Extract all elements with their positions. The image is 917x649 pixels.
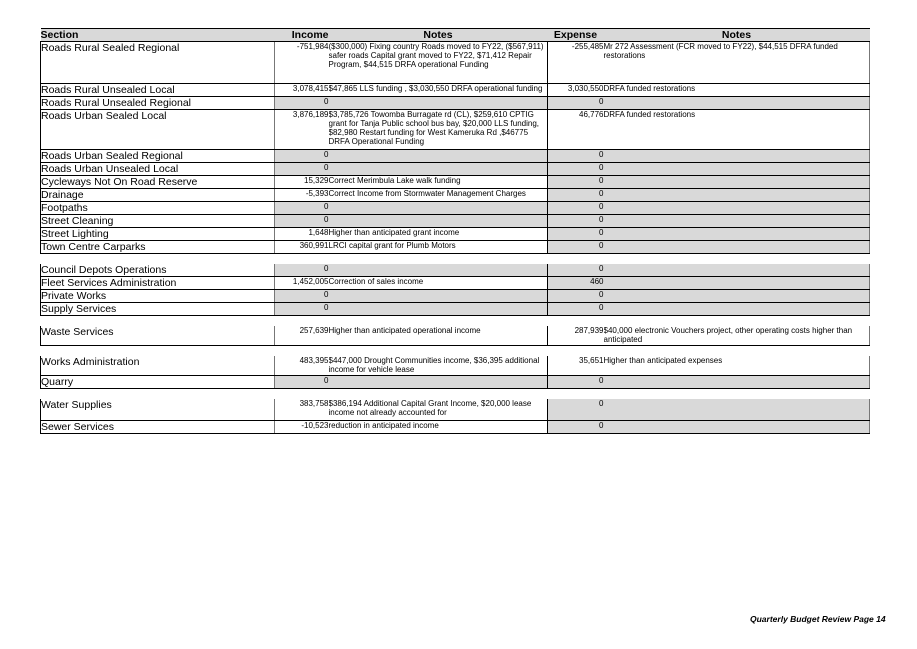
income-value: 360,991 — [275, 241, 329, 254]
section-name: Private Works — [41, 290, 275, 303]
expense-note — [604, 399, 870, 420]
header-income: Income — [275, 29, 329, 42]
expense-value: 0 — [548, 163, 604, 176]
income-value: 383,758 — [275, 399, 329, 420]
expense-value: 0 — [548, 420, 604, 433]
income-note: LRCI capital grant for Plumb Motors — [329, 241, 548, 254]
header-expense-notes: Notes — [604, 29, 870, 42]
expense-note — [604, 420, 870, 433]
table-row — [41, 326, 870, 345]
expense-note — [604, 163, 870, 176]
income-value: 0 — [275, 215, 329, 228]
expense-note: DRFA funded restorations — [604, 110, 870, 150]
section-name: Fleet Services Administration — [41, 277, 275, 290]
income-note — [329, 163, 548, 176]
expense-value: 0 — [548, 189, 604, 202]
section-name: Roads Rural Unsealed Local — [41, 84, 275, 97]
income-value: 0 — [275, 290, 329, 303]
income-note: Correct Merimbula Lake walk funding — [329, 176, 548, 189]
expense-note — [604, 176, 870, 189]
income-value: 0 — [275, 202, 329, 215]
income-note: reduction in anticipated income — [329, 420, 548, 433]
table-row — [41, 303, 870, 316]
income-note: $447,000 Drought Communities income, $36,395 additional income for vehicle lease — [329, 356, 548, 376]
income-note — [329, 376, 548, 389]
table-row — [41, 215, 870, 228]
expense-note — [604, 290, 870, 303]
section-name: Roads Rural Sealed Regional — [41, 42, 275, 84]
expense-value: 0 — [548, 176, 604, 189]
table-row — [41, 290, 870, 303]
table-row — [41, 163, 870, 176]
income-note: Higher than anticipated operational income — [329, 326, 548, 345]
income-value: 3,078,415 — [275, 84, 329, 97]
section-name: Works Administration — [41, 356, 275, 376]
section-name: Roads Rural Unsealed Regional — [41, 97, 275, 110]
table-row — [41, 356, 870, 376]
expense-note — [604, 202, 870, 215]
income-note — [329, 290, 548, 303]
table-row — [41, 202, 870, 215]
budget-review-table — [40, 28, 870, 434]
expense-note — [604, 376, 870, 389]
section-name: Town Centre Carparks — [41, 241, 275, 254]
expense-note: DRFA funded restorations — [604, 84, 870, 97]
expense-value: -255,485 — [548, 42, 604, 84]
expense-note — [604, 303, 870, 316]
income-value: 0 — [275, 303, 329, 316]
income-note: Correction of sales income — [329, 277, 548, 290]
expense-value: 46,776 — [548, 110, 604, 150]
income-note — [329, 97, 548, 110]
income-note: $386,194 Additional Capital Grant Income, $20,000 lease income not already accounted for — [329, 399, 548, 420]
income-value: -5,393 — [275, 189, 329, 202]
table-row — [41, 228, 870, 241]
expense-value: 0 — [548, 303, 604, 316]
section-name: Roads Urban Unsealed Local — [41, 163, 275, 176]
expense-value: 35,651 — [548, 356, 604, 376]
table-body — [41, 42, 870, 434]
section-name: Cycleways Not On Road Reserve — [41, 176, 275, 189]
income-value: 1,452,005 — [275, 277, 329, 290]
section-name: Council Depots Operations — [41, 264, 275, 277]
section-name: Footpaths — [41, 202, 275, 215]
expense-note — [604, 189, 870, 202]
expense-value: 287,939 — [548, 326, 604, 345]
expense-note — [604, 241, 870, 254]
table-row — [41, 189, 870, 202]
expense-note — [604, 215, 870, 228]
group-spacer — [41, 316, 870, 327]
expense-value: 0 — [548, 150, 604, 163]
expense-value: 0 — [548, 241, 604, 254]
income-value: 0 — [275, 97, 329, 110]
income-note — [329, 202, 548, 215]
table-row — [41, 277, 870, 290]
expense-value: 460 — [548, 277, 604, 290]
income-value: -751,984 — [275, 42, 329, 84]
expense-value: 0 — [548, 399, 604, 420]
section-name: Drainage — [41, 189, 275, 202]
expense-note: Mr 272 Assessment (FCR moved to FY22), $44,515 DFRA funded restorations — [604, 42, 870, 84]
section-name: Sewer Services — [41, 420, 275, 433]
section-name: Waste Services — [41, 326, 275, 345]
expense-note — [604, 264, 870, 277]
expense-value: 0 — [548, 376, 604, 389]
expense-value: 0 — [548, 215, 604, 228]
expense-note: Higher than anticipated expenses — [604, 356, 870, 376]
income-note: $47,865 LLS funding , $3,030,550 DRFA operational funding — [329, 84, 548, 97]
table-row — [41, 176, 870, 189]
income-value: -10,523 — [275, 420, 329, 433]
section-name: Street Lighting — [41, 228, 275, 241]
header-income-notes: Notes — [329, 29, 548, 42]
income-value: 15,329 — [275, 176, 329, 189]
income-note — [329, 303, 548, 316]
income-value: 0 — [275, 264, 329, 277]
section-name: Street Cleaning — [41, 215, 275, 228]
group-spacer — [41, 254, 870, 265]
section-name: Supply Services — [41, 303, 275, 316]
income-value: 0 — [275, 376, 329, 389]
income-note: $3,785,726 Towomba Burragate rd (CL), $259,610 CPTIG grant for Tanja Public school bus bay, $20,000 LLS funding, $82,980 Restart funding for West Kameruka Rd ,$46775 DRFA Operational Funding — [329, 110, 548, 150]
table-row — [41, 97, 870, 110]
expense-note: $40,000 electronic Vouchers project, other operating costs higher than anticipated — [604, 326, 870, 345]
income-note — [329, 215, 548, 228]
section-name: Water Supplies — [41, 399, 275, 420]
table-row — [41, 420, 870, 433]
expense-note — [604, 228, 870, 241]
table-row — [41, 376, 870, 389]
expense-value: 0 — [548, 97, 604, 110]
income-value: 3,876,189 — [275, 110, 329, 150]
income-value: 257,639 — [275, 326, 329, 345]
expense-note — [604, 277, 870, 290]
group-spacer — [41, 389, 870, 400]
income-value: 1,648 — [275, 228, 329, 241]
expense-value: 3,030,550 — [548, 84, 604, 97]
header-section: Section — [41, 29, 275, 42]
expense-note — [604, 97, 870, 110]
income-value: 0 — [275, 163, 329, 176]
income-note: Higher than anticipated grant income — [329, 228, 548, 241]
income-note: ($300,000) Fixing country Roads moved to FY22, ($567,911) safer roads Capital grant moved to FY22, $71,412 Repair Program, $44,515 DRFA operational Funding — [329, 42, 548, 84]
table-row — [41, 42, 870, 84]
expense-value: 0 — [548, 228, 604, 241]
table-row — [41, 399, 870, 420]
table-row — [41, 110, 870, 150]
table-row — [41, 84, 870, 97]
income-note: Correct Income from Stormwater Management Charges — [329, 189, 548, 202]
expense-value: 0 — [548, 290, 604, 303]
expense-value: 0 — [548, 264, 604, 277]
expense-note — [604, 150, 870, 163]
section-name: Quarry — [41, 376, 275, 389]
table-header-row — [41, 29, 870, 42]
table-row — [41, 264, 870, 277]
expense-value: 0 — [548, 202, 604, 215]
table-row — [41, 241, 870, 254]
table-row — [41, 150, 870, 163]
income-note — [329, 150, 548, 163]
header-expense: Expense — [548, 29, 604, 42]
section-name: Roads Urban Sealed Local — [41, 110, 275, 150]
income-value: 0 — [275, 150, 329, 163]
page-footer: Quarterly Budget Review Page 14 — [750, 614, 886, 624]
group-spacer — [41, 345, 870, 356]
income-value: 483,395 — [275, 356, 329, 376]
section-name: Roads Urban Sealed Regional — [41, 150, 275, 163]
income-note — [329, 264, 548, 277]
